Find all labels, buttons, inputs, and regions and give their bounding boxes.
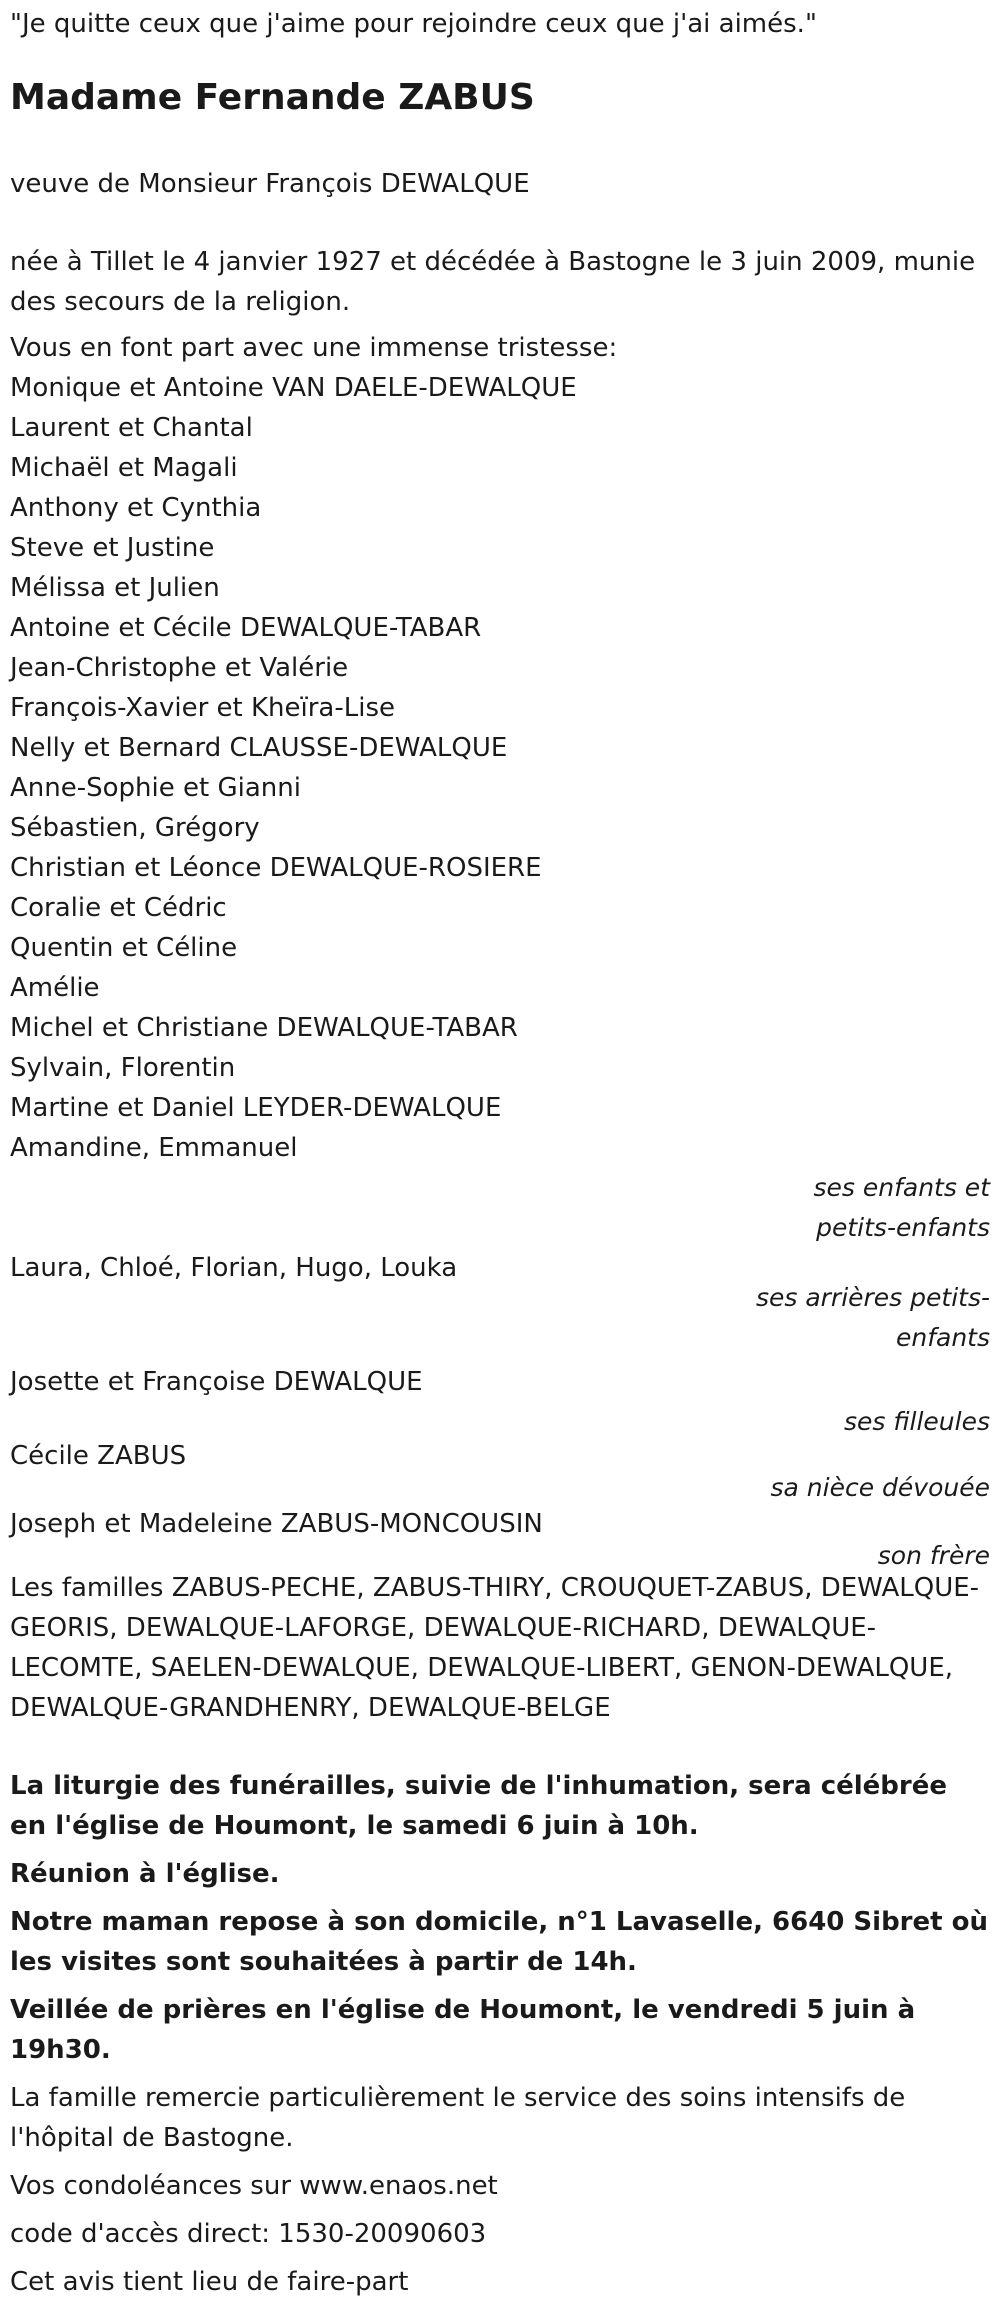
extended-families: Les familles ZABUS-PECHE, ZABUS-THIRY, CROUQUET-ZABUS, DEWALQUE-GEORIS, DEWALQUE-LAFORGE, DEWALQUE-RICHARD, DEWALQUE-LECOMTE, SAELEN-DEWALQUE, DEWALQUE-LIBERT, GENON-DEWALQUE, DEWALQUE-GRANDHENRY, DEWALQUE-BELGE [10, 1573, 980, 1723]
list-item: Steve et Justine [10, 533, 215, 563]
condolences-info: Vos condoléances sur www.enaos.net [10, 2171, 498, 2201]
list-item: Anthony et Cynthia [10, 493, 262, 523]
epitaph-quote: "Je quitte ceux que j'aime pour rejoindre ceux que j'ai aimés." [10, 9, 817, 39]
great-grandchildren: Laura, Chloé, Florian, Hugo, Louka [10, 1253, 458, 1283]
list-item: Amandine, Emmanuel [10, 1133, 298, 1163]
list-item: Martine et Daniel LEYDER-DEWALQUE [10, 1093, 502, 1123]
repose-info: Notre maman repose à son domicile, n°1 Lavaselle, 6640 Sibret où les visites sont souhaitées à partir de 14h. [10, 1907, 988, 1977]
list-item: Antoine et Cécile DEWALQUE-TABAR [10, 613, 482, 643]
list-item: Michel et Christiane DEWALQUE-TABAR [10, 1013, 518, 1043]
list-item: Amélie [10, 973, 100, 1003]
announcement-intro: Vous en font part avec une immense tristesse: [10, 333, 618, 363]
notice-statement: Cet avis tient lieu de faire-part [10, 2267, 409, 2297]
relation-brother: son frère [877, 1541, 990, 1570]
obituary-notice [10, 0, 990, 2302]
birth-death-info: née à Tillet le 4 janvier 1927 et décédée à Bastogne le 3 juin 2009, munie des secours de la religion. [10, 247, 976, 317]
list-item: Sébastien, Grégory [10, 813, 260, 843]
brother: Joseph et Madeleine ZABUS-MONCOUSIN [10, 1509, 543, 1539]
list-item: Coralie et Cédric [10, 893, 227, 923]
family-thanks: La famille remercie particulièrement le service des soins intensifs de l'hôpital de Bastogne. [10, 2083, 906, 2153]
widow-of: veuve de Monsieur François DEWALQUE [10, 169, 530, 199]
list-item: Michaël et Magali [10, 453, 238, 483]
list-item: François-Xavier et Kheïra-Lise [10, 693, 395, 723]
vigil-info: Veillée de prières en l'église de Houmont, le vendredi 5 juin à 19h30. [10, 1995, 916, 2065]
children-list [10, 368, 990, 1168]
list-item: Mélissa et Julien [10, 573, 220, 603]
list-item: Nelly et Bernard CLAUSSE-DEWALQUE [10, 733, 508, 763]
list-item: Anne-Sophie et Gianni [10, 773, 301, 803]
list-item: Laurent et Chantal [10, 413, 253, 443]
access-code: code d'accès direct: 1530-20090603 [10, 2219, 487, 2249]
church-meeting: Réunion à l'église. [10, 1859, 280, 1889]
funeral-liturgy: La liturgie des funérailles, suivie de l'inhumation, sera célébrée en l'église de Houmont, le samedi 6 juin à 10h. [10, 1771, 947, 1841]
relation-children: ses enfants et petits-enfants [813, 1173, 990, 1242]
list-item: Jean-Christophe et Valérie [10, 653, 349, 683]
list-item: Christian et Léonce DEWALQUE-ROSIERE [10, 853, 542, 883]
list-item: Sylvain, Florentin [10, 1053, 236, 1083]
list-item: Monique et Antoine VAN DAELE-DEWALQUE [10, 373, 577, 403]
niece: Cécile ZABUS [10, 1441, 187, 1471]
relation-niece: sa nièce dévouée [770, 1473, 990, 1502]
relation-goddaughters: ses filleules [844, 1407, 990, 1436]
deceased-name: Madame Fernande ZABUS [10, 77, 535, 118]
list-item: Quentin et Céline [10, 933, 238, 963]
goddaughters: Josette et Françoise DEWALQUE [10, 1367, 423, 1397]
relation-great-grandchildren: ses arrières petits-enfants [755, 1283, 990, 1352]
